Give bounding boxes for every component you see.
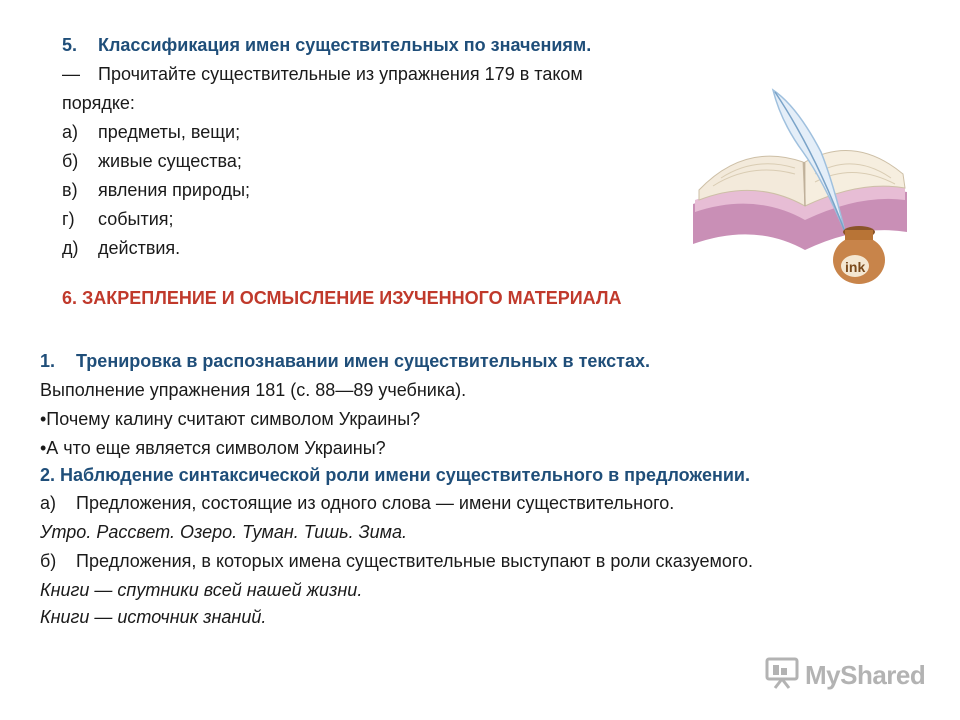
list-item <box>62 148 242 174</box>
observation-a-marker: а) <box>40 493 57 513</box>
example-a: Утро. Рассвет. Озеро. Туман. Тишь. Зима. <box>40 522 408 542</box>
section5-heading <box>62 32 591 58</box>
observation-heading: 2. Наблюдение синтаксической роли имени существительного в предложении. <box>40 465 750 485</box>
exercise-text: Выполнение упражнения 181 (с. 88—89 учебника). <box>40 380 467 400</box>
list-item <box>62 119 240 145</box>
list-item-marker: а) <box>62 122 79 142</box>
list-item-text: предметы, вещи; <box>98 122 241 142</box>
list-item-text: живые существа; <box>98 151 242 171</box>
list-item-text: события; <box>98 209 174 229</box>
section6-heading: 6. ЗАКРЕПЛЕНИЕ И ОСМЫСЛЕНИЕ ИЗУЧЕННОГО МАТЕРИАЛА <box>62 288 622 308</box>
list-item-marker: д) <box>62 238 79 258</box>
section5-number: 5. <box>62 35 78 55</box>
example-b-2: Книги — источник знаний. <box>40 607 267 627</box>
instruction-text-line2: порядке: <box>62 93 135 113</box>
question-1: •Почему калину считают символом Украины? <box>40 409 421 429</box>
watermark <box>765 655 925 695</box>
watermark-text: MyShared <box>805 659 926 690</box>
training-title: Тренировка в распознавании имен существительных в текстах. <box>76 351 651 371</box>
observation-b <box>40 548 753 574</box>
observation-a <box>40 490 674 516</box>
list-item <box>62 206 174 232</box>
list-item-marker: б) <box>62 151 79 171</box>
observation-a-text: Предложения, состоящие из одного слова — имени существительного. <box>76 493 675 513</box>
list-item <box>62 177 250 203</box>
ink-label: ink <box>845 259 866 275</box>
training-number: 1. <box>40 351 56 371</box>
list-item-marker: в) <box>62 180 78 200</box>
instruction-dash: — <box>62 64 80 84</box>
list-item-marker: г) <box>62 209 75 229</box>
section5-title: Классификация имен существительных по значениям. <box>98 35 592 55</box>
list-item-text: явления природы; <box>98 180 251 200</box>
list-item <box>62 235 180 261</box>
observation-b-text: Предложения, в которых имена существительные выступают в роли сказуемого. <box>76 551 754 571</box>
instruction-text-line1: Прочитайте существительные из упражнения 179 в таком <box>98 64 583 84</box>
question-2: •А что еще является символом Украины? <box>40 438 386 458</box>
observation-b-marker: б) <box>40 551 57 571</box>
book-quill-ink-icon <box>685 82 915 292</box>
training-heading <box>40 348 650 374</box>
example-b-1: Книги — спутники всей нашей жизни. <box>40 580 363 600</box>
list-item-text: действия. <box>98 238 181 258</box>
section5-instruction <box>62 61 583 87</box>
presentation-icon <box>765 657 799 694</box>
